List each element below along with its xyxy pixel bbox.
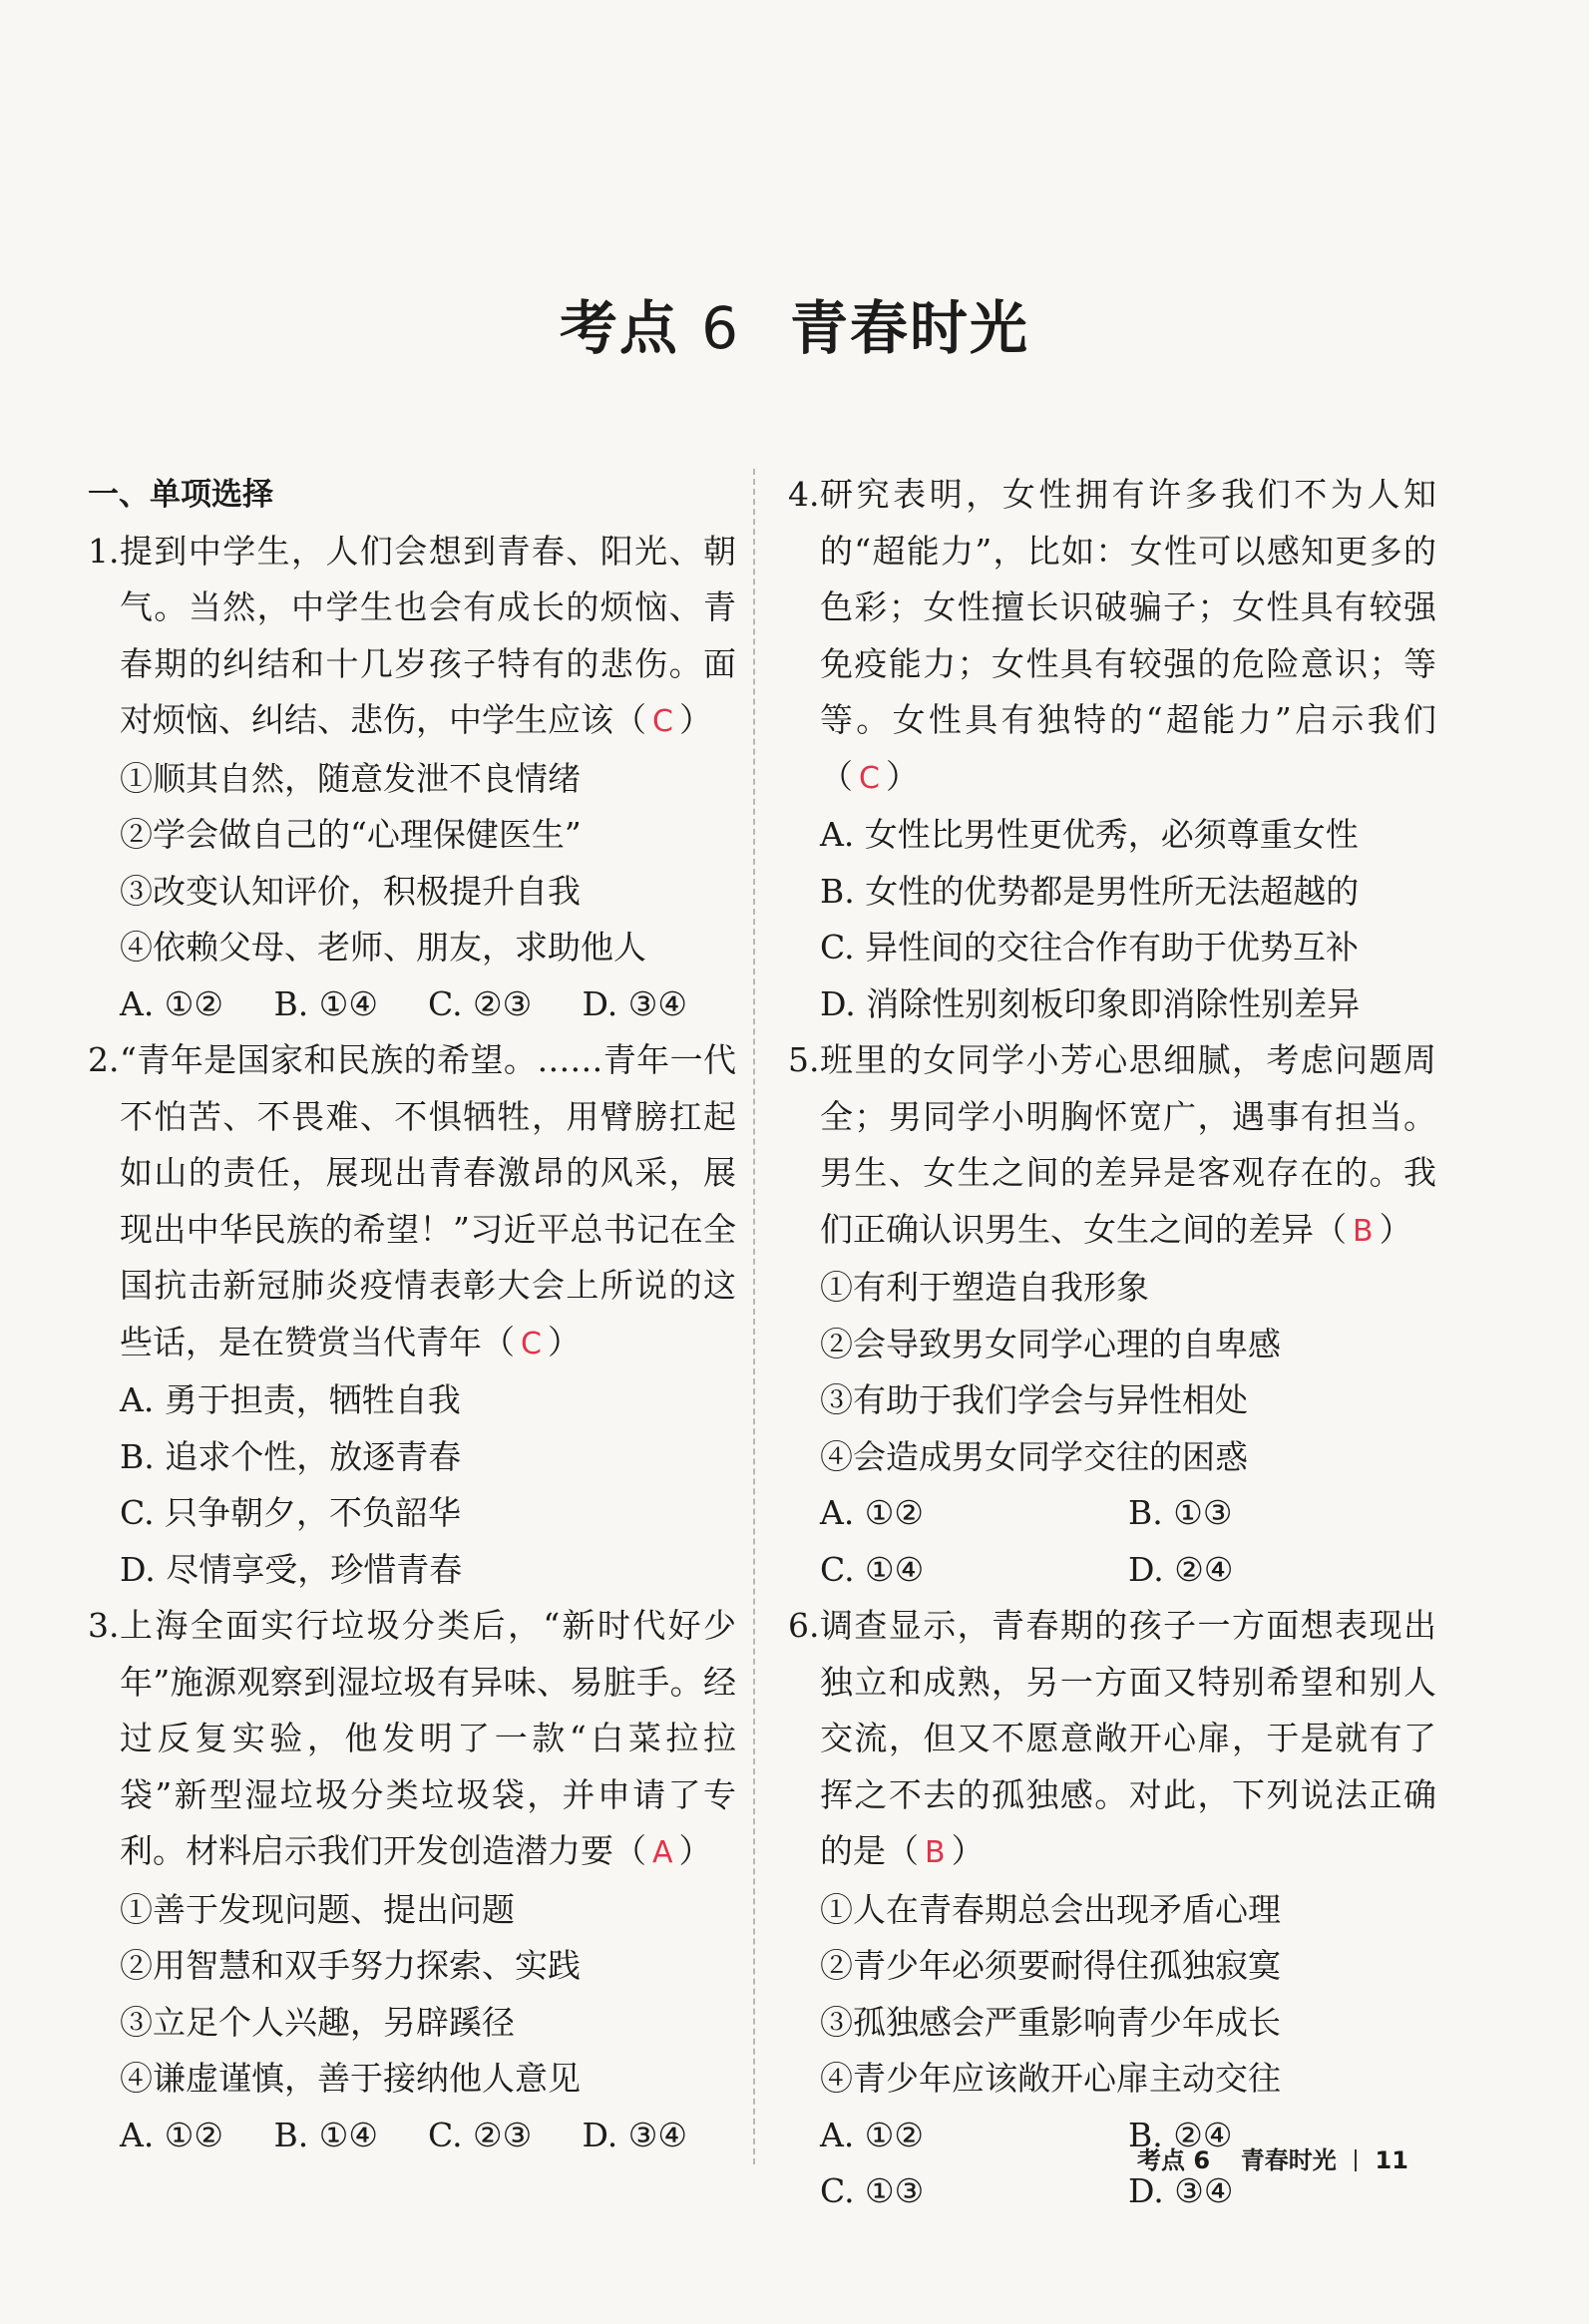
question-stem: “青年是国家和民族的希望。……青年一代不怕苦、不畏难、不惧牺牲，用臂膀扛起如山的责任，展现出青春激昂的风采，展现出中华民族的希望！”习近平总书记在全国抗击新冠肺炎疫情表彰大会上所说的这些话，是在赞赏当代青年（ — [120, 1040, 736, 1361]
item: ④谦虚谨慎，善于接纳他人意见 — [120, 2059, 581, 2098]
option-c: C. ②③ — [428, 983, 533, 1023]
question-stem: 调查显示，青春期的孩子一方面想表现出独立和成熟，另一方面又特别希望和别人交流，但又不愿意敞开心扉，于是就有了挥之不去的孤独感。对此，下列说法正确的是（ — [820, 1606, 1436, 1870]
item: ④依赖父母、老师、朋友，求助他人 — [120, 928, 646, 967]
answer-mark: B — [1353, 1213, 1374, 1249]
question-number: 1. — [88, 531, 120, 571]
paren-close: ） — [951, 1831, 985, 1870]
option-c: C. ①③ — [820, 2171, 925, 2210]
option-a: A. ①② — [820, 1493, 924, 1532]
item: ①有利于塑造自我形象 — [820, 1268, 1149, 1307]
option-b: B. ②④ — [1128, 2115, 1233, 2154]
title-main: 青春时光 — [790, 294, 1030, 362]
option-a: A. 女性比男性更优秀，必须尊重女性 — [820, 815, 1359, 854]
answer-mark: C — [652, 704, 673, 739]
item: ②学会做自己的“心理保健医生” — [120, 815, 582, 854]
column-divider — [753, 469, 755, 2164]
options-grid — [788, 1485, 1436, 1598]
paren-close: ） — [885, 756, 919, 796]
question-stem: 研究表明，女性拥有许多我们不为人知的“超能力”，比如：女性可以感知更多的色彩；女性擅长识破骗子；女性具有较强免疫能力；女性具有较强的危险意识；等等。女性具有独特的“超能力”启示我们（ — [820, 475, 1436, 796]
item: ③改变认知评价，积极提升自我 — [120, 871, 581, 911]
question-4 — [788, 467, 1436, 807]
item: ①人在青春期总会出现矛盾心理 — [820, 1889, 1281, 1929]
question-number: 4. — [788, 475, 820, 514]
answer-mark: C — [521, 1326, 542, 1361]
option-b: B. 追求个性，放逐青春 — [120, 1436, 462, 1476]
question-stem: 班里的女同学小芳心思细腻，考虑问题周全；男同学小明胸怀宽广，遇事有担当。男生、女生之间的差异是客观存在的。我们正确认识男生、女生之间的差异（ — [820, 1040, 1436, 1249]
paren-close: ） — [678, 1831, 712, 1870]
question-number: 6. — [788, 1606, 820, 1645]
title-num: 6 — [701, 294, 741, 362]
option-b: B. ①④ — [273, 2115, 378, 2154]
item: ③有助于我们学会与异性相处 — [820, 1380, 1248, 1419]
question-6 — [788, 1598, 1436, 1882]
question-stem: 上海全面实行垃圾分类后，“新时代好少年”施源观察到湿垃圾有异味、易脏手。经过反复实验，他发明了一款“白菜拉拉袋”新型湿垃圾分类垃圾袋，并申请了专利。材料启示我们开发创造潜力要（ — [120, 1606, 736, 1870]
item: ②用智慧和双手努力探索、实践 — [120, 1946, 581, 1985]
option-d: D. ③④ — [582, 983, 687, 1023]
option-a: A. 勇于担责，牺牲自我 — [120, 1380, 461, 1419]
question-5 — [788, 1032, 1436, 1260]
item: ④青少年应该敞开心扉主动交往 — [820, 2059, 1281, 2098]
section-heading: 一、单项选择 — [88, 477, 273, 513]
option-c: C. 只争朝夕，不负韶华 — [120, 1493, 462, 1532]
option-b: B. ①④ — [273, 983, 378, 1023]
option-d: D. ③④ — [1128, 2171, 1234, 2210]
option-a: A. ①② — [120, 983, 223, 1023]
option-b: B. ①③ — [1128, 1493, 1233, 1532]
left-column — [88, 467, 736, 2163]
item: ②青少年必须要耐得住孤独寂寞 — [820, 1946, 1281, 1985]
page-title — [0, 281, 1589, 365]
question-number: 2. — [88, 1040, 120, 1079]
option-c: C. ①④ — [820, 1549, 925, 1589]
item: ③立足个人兴趣，另辟蹊径 — [120, 2002, 515, 2042]
item: ③孤独感会严重影响青少年成长 — [820, 2002, 1281, 2042]
item: ①善于发现问题、提出问题 — [120, 1889, 515, 1929]
option-d: D. 消除性别刻板印象即消除性别差异 — [820, 983, 1361, 1023]
item: ①顺其自然，随意发泄不良情绪 — [120, 758, 581, 798]
paren-close: ） — [547, 1322, 581, 1361]
answer-mark: B — [925, 1835, 946, 1870]
footer-separator — [1355, 2149, 1357, 2171]
option-d: D. 尽情享受，珍惜青春 — [120, 1549, 463, 1589]
footer-label: 考点 6 — [1137, 2146, 1211, 2174]
question-number: 3. — [88, 1606, 120, 1645]
option-b: B. 女性的优势都是男性所无法超越的 — [820, 871, 1360, 911]
question-stem: 提到中学生，人们会想到青春、阳光、朝气。当然，中学生也会有成长的烦恼、青春期的纠结和十几岁孩子特有的悲伤。面对烦恼、纠结、悲伤，中学生应该（ — [120, 531, 736, 739]
option-a: A. ①② — [120, 2115, 223, 2154]
option-c: C. 异性间的交往合作有助于优势互补 — [820, 928, 1360, 967]
question-2 — [88, 1032, 736, 1372]
answer-mark: A — [652, 1835, 673, 1870]
question-1 — [88, 524, 736, 751]
page-footer — [1137, 2140, 1408, 2175]
item: ④会造成男女同学交往的困惑 — [820, 1436, 1248, 1476]
page-number: 11 — [1375, 2146, 1408, 2174]
answer-mark: C — [859, 760, 880, 796]
item: ②会导致男女同学心理的自卑感 — [820, 1324, 1281, 1363]
option-d: D. ②④ — [1128, 1549, 1234, 1589]
options-row — [88, 2108, 736, 2164]
paren-close: ） — [678, 700, 712, 739]
option-a: A. ①② — [820, 2115, 924, 2154]
option-d: D. ③④ — [582, 2115, 687, 2154]
right-column — [788, 467, 1436, 2220]
option-c: C. ②③ — [428, 2115, 533, 2154]
title-prefix: 考点 — [559, 294, 679, 362]
paren-close: ） — [1379, 1209, 1412, 1249]
question-number: 5. — [788, 1040, 820, 1079]
footer-title: 青春时光 — [1240, 2146, 1337, 2174]
options-row — [88, 976, 736, 1033]
question-3 — [88, 1598, 736, 1882]
